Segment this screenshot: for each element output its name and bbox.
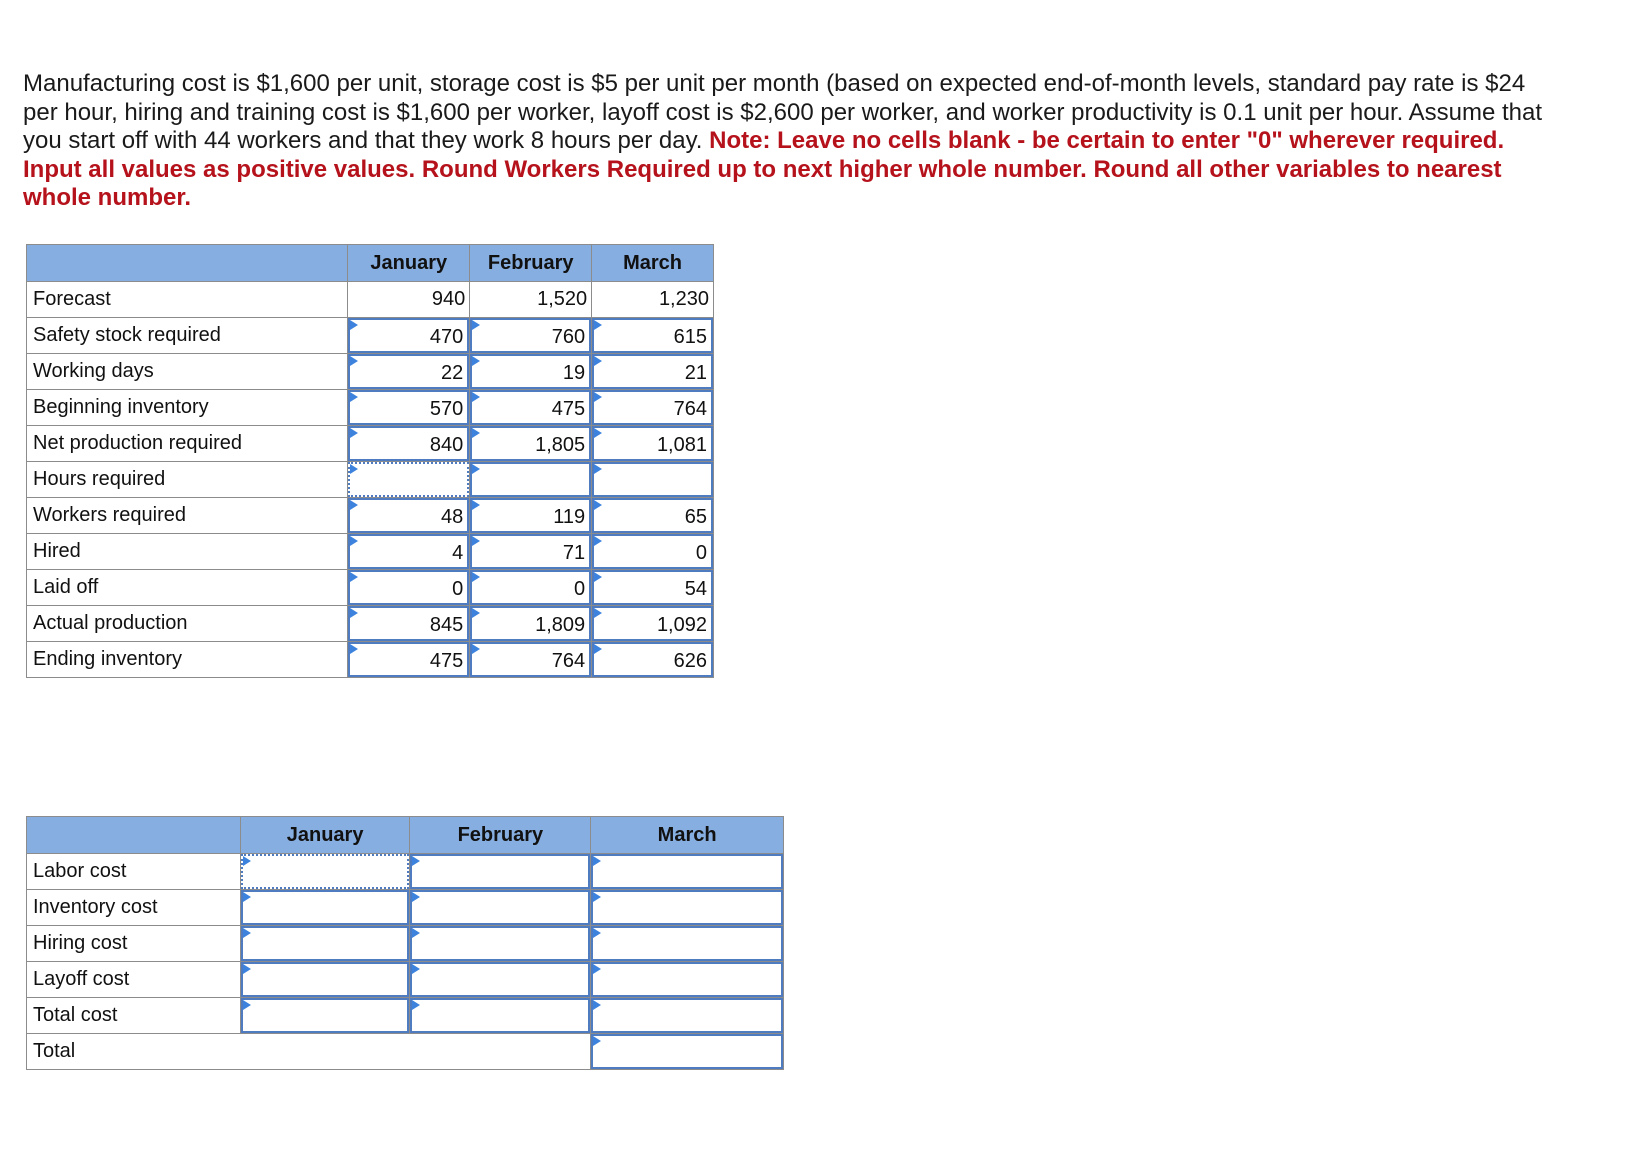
input-cell[interactable]: 22 (348, 354, 469, 389)
input-cell[interactable]: 48 (348, 498, 469, 533)
input-cell[interactable]: 0 (348, 570, 469, 605)
header-blank (27, 817, 241, 854)
input-cell[interactable]: 570 (348, 390, 469, 425)
input-cell[interactable]: 475 (470, 390, 591, 425)
table-header-row (27, 817, 784, 854)
problem-statement (23, 70, 1543, 213)
input-cell[interactable]: 65 (592, 498, 713, 533)
input-cell[interactable]: 0 (592, 534, 713, 569)
row-label: Labor cost (27, 854, 241, 890)
row-forecast (27, 282, 714, 318)
row-actual-production (27, 606, 714, 642)
column-header-january: January (348, 245, 470, 282)
row-workers-required (27, 498, 714, 534)
input-cell[interactable]: 764 (592, 390, 713, 425)
row-label: Actual production (27, 606, 348, 642)
input-cell-focused[interactable] (241, 854, 410, 889)
input-cell[interactable]: 4 (348, 534, 469, 569)
column-header-march: March (591, 817, 784, 854)
row-hired (27, 534, 714, 570)
row-label: Ending inventory (27, 642, 348, 678)
input-cell[interactable] (591, 926, 783, 961)
input-cell[interactable]: 1,809 (470, 606, 591, 641)
input-cell-focused[interactable] (348, 462, 469, 497)
production-plan-table (26, 244, 714, 678)
input-cell[interactable] (241, 962, 410, 997)
row-label: Layoff cost (27, 962, 241, 998)
input-cell[interactable]: 626 (592, 642, 713, 677)
problem-text: Manufacturing cost is $1,600 per unit, storage cost is $5 per unit per month (based on expected end-of-month levels, standard pay rate is $24 per hour, hiring and training cost is $1,600 per worker, layoff cost is $2,600 per worker, and worker productivity is 0.1 unit per hour. Assume that you start off with 44 workers and that they work 8 hours per day. (23, 70, 1543, 154)
row-labor-cost (27, 854, 784, 890)
table-header-row (27, 245, 714, 282)
input-cell[interactable]: 470 (348, 318, 469, 353)
input-cell[interactable] (591, 854, 783, 889)
row-working-days (27, 354, 714, 390)
forecast-value: 1,230 (592, 282, 714, 318)
row-net-production (27, 426, 714, 462)
input-cell[interactable]: 615 (592, 318, 713, 353)
input-cell[interactable] (591, 890, 783, 925)
row-label: Hiring cost (27, 926, 241, 962)
row-label: Inventory cost (27, 890, 241, 926)
input-cell[interactable] (241, 998, 410, 1033)
row-hiring-cost (27, 926, 784, 962)
column-header-january: January (240, 817, 410, 854)
row-label: Working days (27, 354, 348, 390)
row-label: Total cost (27, 998, 241, 1034)
row-layoff-cost (27, 962, 784, 998)
row-label: Beginning inventory (27, 390, 348, 426)
input-cell[interactable] (410, 926, 590, 961)
input-cell[interactable]: 1,092 (592, 606, 713, 641)
input-cell[interactable] (241, 926, 410, 961)
input-cell[interactable] (470, 462, 591, 497)
row-label: Total (27, 1034, 591, 1070)
input-cell[interactable]: 19 (470, 354, 591, 389)
input-cell[interactable]: 119 (470, 498, 591, 533)
cost-table (26, 816, 784, 1070)
forecast-value: 1,520 (470, 282, 592, 318)
row-label: Net production required (27, 426, 348, 462)
row-safety-stock (27, 318, 714, 354)
input-cell[interactable]: 475 (348, 642, 469, 677)
forecast-value: 940 (348, 282, 470, 318)
input-cell[interactable]: 0 (470, 570, 591, 605)
row-inventory-cost (27, 890, 784, 926)
instruction-note: Note: Leave no cells blank - be certain to enter "0" wherever required. Input all values as positive values. Round Workers Required up to next higher whole number. Round all other variables to nearest whole number. (23, 127, 1505, 211)
input-cell[interactable] (410, 962, 590, 997)
input-cell[interactable] (241, 890, 410, 925)
column-header-february: February (410, 817, 591, 854)
input-cell[interactable]: 764 (470, 642, 591, 677)
input-cell[interactable] (591, 962, 783, 997)
row-total-cost (27, 998, 784, 1034)
row-label: Hours required (27, 462, 348, 498)
row-label: Laid off (27, 570, 348, 606)
row-total (27, 1034, 784, 1070)
input-cell[interactable]: 760 (470, 318, 591, 353)
input-cell[interactable]: 840 (348, 426, 469, 461)
input-cell[interactable]: 1,805 (470, 426, 591, 461)
row-laid-off (27, 570, 714, 606)
column-header-march: March (592, 245, 714, 282)
row-label: Hired (27, 534, 348, 570)
input-cell[interactable] (410, 998, 590, 1033)
row-ending-inventory (27, 642, 714, 678)
input-cell[interactable]: 21 (592, 354, 713, 389)
input-cell[interactable] (592, 462, 713, 497)
row-label: Workers required (27, 498, 348, 534)
row-beginning-inventory (27, 390, 714, 426)
input-cell[interactable]: 1,081 (592, 426, 713, 461)
column-header-february: February (470, 245, 592, 282)
input-cell[interactable] (410, 890, 590, 925)
row-label: Safety stock required (27, 318, 348, 354)
input-cell[interactable]: 845 (348, 606, 469, 641)
row-hours-required (27, 462, 714, 498)
input-cell[interactable]: 54 (592, 570, 713, 605)
header-blank (27, 245, 348, 282)
input-cell[interactable] (410, 854, 590, 889)
row-label: Forecast (27, 282, 348, 318)
total-input-cell[interactable] (591, 1034, 783, 1069)
input-cell[interactable]: 71 (470, 534, 591, 569)
input-cell[interactable] (591, 998, 783, 1033)
